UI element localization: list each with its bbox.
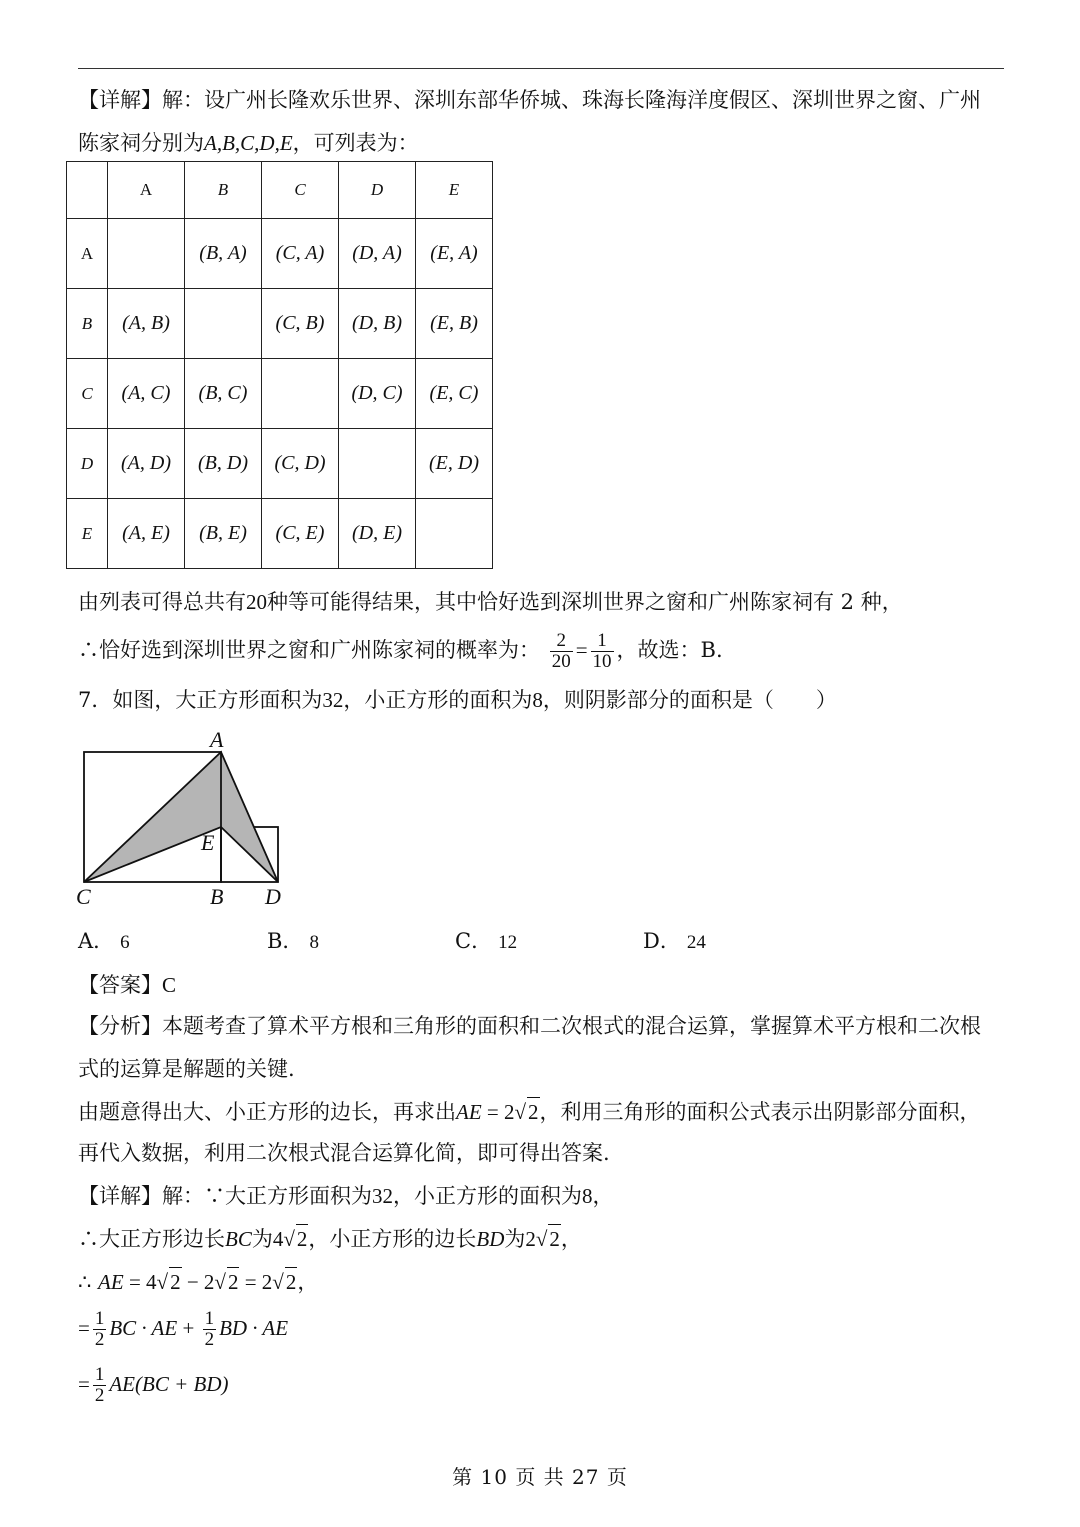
table-cell xyxy=(108,359,185,429)
fraction-numerator: 1 xyxy=(94,1364,105,1385)
shaded-region xyxy=(84,752,278,882)
intro-vars: A,B,C,D,E xyxy=(204,131,293,155)
table-cell-text: (E, A) xyxy=(430,242,478,264)
table-cell xyxy=(262,499,339,569)
question-text-c: ，则阴影部分的面积是（ ） xyxy=(542,688,837,712)
fraction-numerator: 1 xyxy=(204,1308,215,1329)
table-cell-text: (B, C) xyxy=(198,382,248,404)
table-cell xyxy=(262,289,339,359)
analysis-text-2: 式的运算是解题的关键. xyxy=(78,1057,295,1081)
fraction-half xyxy=(203,1309,217,1350)
table-row-header xyxy=(67,359,108,429)
fraction-denominator: 2 xyxy=(94,1329,105,1350)
table-cell xyxy=(416,359,493,429)
var-ae: AE xyxy=(98,1270,124,1294)
equals-sign: = xyxy=(78,1372,90,1396)
table-row xyxy=(67,499,493,569)
table-cell xyxy=(262,219,339,289)
table-cell-text: (D, E) xyxy=(352,522,402,544)
table-header-text: D xyxy=(370,180,384,199)
option-c xyxy=(455,928,517,956)
intro-line-2 xyxy=(78,129,419,157)
table-cell xyxy=(108,499,185,569)
fraction-numerator: 1 xyxy=(94,1308,105,1329)
table-header-cell xyxy=(339,162,416,219)
term-2: BD · AE xyxy=(219,1316,289,1340)
table-row-header-text: B xyxy=(81,313,93,333)
analysis-text-1: 【分析】本题考查了算术平方根和三角形的面积和二次根式的混合运算，掌握算术平方根和二次根 xyxy=(78,1014,981,1038)
intro-text-2: 陈家祠分别为 xyxy=(78,131,204,155)
table-cell xyxy=(416,429,493,499)
term-1: BC · AE xyxy=(109,1316,178,1340)
table-cell-text: (D, A) xyxy=(352,242,402,264)
option-label: D． xyxy=(643,929,681,953)
sqrt-sign: √ xyxy=(535,1227,548,1251)
analysis-line-1 xyxy=(78,1012,981,1040)
detail-value-8: 8 xyxy=(582,1184,593,1208)
table-header-row xyxy=(67,162,493,219)
option-label: A． xyxy=(78,929,115,953)
table-cell xyxy=(416,219,493,289)
detail-line-1 xyxy=(78,1182,614,1210)
sqrt-sign: √ xyxy=(283,1227,295,1251)
detail-text-2a: ∴大正方形边长 xyxy=(78,1227,225,1251)
detail-text-2d: 为 xyxy=(504,1227,526,1251)
table-header-cell xyxy=(67,162,108,219)
detail-text-1a: 【详解】解：∵大正方形面积为 xyxy=(78,1184,372,1208)
option-b xyxy=(267,928,319,956)
analysis-text-4: 再代入数据，利用二次根式混合运算化简，即可得出答案. xyxy=(78,1141,610,1165)
detail-text-2b: 为 xyxy=(251,1227,273,1251)
table-header-cell xyxy=(416,162,493,219)
table-cell-text: (C, D) xyxy=(274,452,326,474)
question-text-b: ，小正方形的面积为 xyxy=(343,688,533,712)
label-e: E xyxy=(201,830,215,855)
table-cell xyxy=(185,499,262,569)
detail-line-3 xyxy=(78,1267,318,1296)
question-text-a: 7．如图，大正方形面积为 xyxy=(78,688,323,712)
table-header-cell xyxy=(185,162,262,219)
analysis-line-4 xyxy=(78,1139,610,1167)
table-row-header xyxy=(67,289,108,359)
detail-text-2e: ， xyxy=(560,1227,582,1251)
fraction-denominator: 10 xyxy=(592,651,612,672)
radicand: 2 xyxy=(548,1224,561,1253)
radicand: 2 xyxy=(527,1097,540,1126)
expr: − 2 xyxy=(181,1270,215,1294)
summary-line-1 xyxy=(78,588,903,616)
option-d xyxy=(643,928,706,956)
analysis-line-3 xyxy=(78,1097,981,1126)
table-cell-text: (E, B) xyxy=(430,312,478,334)
small-area-value: 8 xyxy=(532,688,543,712)
expr-ae: AE xyxy=(456,1100,482,1124)
table-row-header xyxy=(67,499,108,569)
detail-text-1b: ，小正方形的面积为 xyxy=(393,1184,582,1208)
table-cell xyxy=(416,289,493,359)
option-label: C． xyxy=(455,929,493,953)
expr-eq: = 2 xyxy=(481,1100,515,1124)
expr: = 4 xyxy=(123,1270,157,1294)
table-cell xyxy=(108,289,185,359)
table-cell-text: (D, C) xyxy=(351,382,403,404)
fraction-denominator: 2 xyxy=(204,1329,215,1350)
table-header-cell: A xyxy=(108,162,185,219)
summary-line-2 xyxy=(78,628,723,672)
question-7 xyxy=(78,686,837,714)
fraction-half xyxy=(93,1365,107,1406)
table-cell xyxy=(262,359,339,429)
table-header-text: B xyxy=(217,180,229,199)
table-cell xyxy=(416,499,493,569)
table-cell-text: (B, A) xyxy=(199,242,247,264)
therefore: ∴ xyxy=(78,1270,99,1294)
sqrt-sign: √ xyxy=(514,1100,527,1124)
table-cell-text: (C, E) xyxy=(275,522,325,544)
fraction-2-20 xyxy=(550,631,573,672)
term-sum: (BC + BD) xyxy=(135,1372,229,1396)
table-cell-text: (E, D) xyxy=(429,452,479,474)
var-bd: BD xyxy=(476,1227,505,1251)
option-value: 24 xyxy=(686,932,706,953)
table-row xyxy=(67,429,493,499)
table-cell xyxy=(262,429,339,499)
table-cell xyxy=(339,429,416,499)
probability-text: ∴恰好选到深圳世界之窗和广州陈家祠的概率为： xyxy=(78,638,540,662)
table-row xyxy=(67,359,493,429)
analysis-text-3b: ，利用三角形的面积公式表示出阴影部分面积， xyxy=(539,1100,981,1124)
option-value: 6 xyxy=(120,932,130,953)
answer-value: C xyxy=(162,973,177,997)
sqrt-sign: √ xyxy=(272,1270,284,1294)
summary-text-a: 由列表可得总共有 xyxy=(78,590,246,614)
fraction-1-10 xyxy=(591,631,614,672)
radicand: 2 xyxy=(296,1224,309,1253)
radicand: 2 xyxy=(169,1267,182,1296)
summary-text-b: 种等可能得结果，其中恰好选到深圳世界之窗和广州陈家祠有 2 种， xyxy=(267,590,903,614)
outcome-table xyxy=(66,161,493,569)
coef: 2 xyxy=(525,1227,536,1251)
detail-line-4 xyxy=(78,1306,288,1350)
table-row-header xyxy=(67,429,108,499)
expr: = 2 xyxy=(239,1270,273,1294)
fraction-numerator: 2 xyxy=(550,631,573,652)
table-header-cell xyxy=(262,162,339,219)
large-area-value: 32 xyxy=(322,688,344,712)
option-value: 12 xyxy=(498,932,518,953)
equals-sign: = xyxy=(78,1316,90,1340)
top-rule xyxy=(78,68,1004,69)
squares-figure xyxy=(70,728,290,913)
table-cell-text: (B, D) xyxy=(198,452,248,474)
table-cell xyxy=(185,359,262,429)
table-cell-text: (A, B) xyxy=(122,312,170,334)
answer-label: 【答案】 xyxy=(78,973,162,997)
label-d: D xyxy=(265,884,281,909)
table-row-header-text: C xyxy=(81,383,93,403)
comma: ， xyxy=(297,1270,319,1294)
detail-text-1c: ， xyxy=(592,1184,614,1208)
intro-text-1: 【详解】解：设广州长隆欢乐世界、深圳东部华侨城、珠海长隆海洋度假区、深圳世界之窗、广州 xyxy=(78,88,981,112)
intro-line-1 xyxy=(78,86,981,114)
table-cell xyxy=(339,219,416,289)
choose-b-text: ，故选：B. xyxy=(616,638,723,662)
table-cell xyxy=(108,429,185,499)
answer-line xyxy=(78,971,176,999)
table-cell-text: (D, B) xyxy=(352,312,402,334)
table-row xyxy=(67,289,493,359)
plus: + xyxy=(177,1316,200,1340)
fraction-half xyxy=(93,1309,107,1350)
var-bc: BC xyxy=(225,1227,252,1251)
detail-value-32: 32 xyxy=(372,1184,393,1208)
option-label: B． xyxy=(267,929,304,953)
term-ae: AE xyxy=(109,1372,135,1396)
table-row-header-text: D xyxy=(80,453,94,473)
radicand: 2 xyxy=(285,1267,298,1296)
table-header-text: E xyxy=(448,180,460,199)
summary-total: 20 xyxy=(246,590,267,614)
detail-line-2 xyxy=(78,1224,582,1253)
table-cell xyxy=(339,359,416,429)
label-c: C xyxy=(76,884,91,909)
table-cell-text: (A, C) xyxy=(121,382,171,404)
option-value: 8 xyxy=(309,932,319,953)
fraction-denominator: 2 xyxy=(94,1385,105,1406)
table-cell-text: (A, E) xyxy=(122,522,170,544)
table-cell xyxy=(339,499,416,569)
detail-text-2c: ，小正方形的边长 xyxy=(308,1227,477,1251)
table-cell-text: (C, A) xyxy=(275,242,325,264)
fraction-denominator: 20 xyxy=(551,651,571,672)
intro-text-2-suffix: ，可列表为： xyxy=(292,131,419,155)
table-cell-text: (A, D) xyxy=(121,452,171,474)
sqrt-sign: √ xyxy=(156,1270,169,1294)
analysis-line-2 xyxy=(78,1055,295,1083)
table-row xyxy=(67,219,493,289)
table-cell xyxy=(185,289,262,359)
table-row-header: A xyxy=(67,219,108,289)
table-cell xyxy=(185,219,262,289)
label-a: A xyxy=(210,728,224,752)
table-cell xyxy=(185,429,262,499)
table-cell-text: (E, C) xyxy=(429,382,479,404)
equals-sign: = xyxy=(575,638,588,662)
table-cell-text: (B, E) xyxy=(199,522,247,544)
radicand: 2 xyxy=(227,1267,240,1296)
table-cell xyxy=(339,289,416,359)
analysis-text-3a: 由题意得出大、小正方形的边长，再求出 xyxy=(78,1100,456,1124)
sqrt-sign: √ xyxy=(214,1270,226,1294)
table-row-header-text: E xyxy=(81,523,93,543)
table-header-text: C xyxy=(294,180,306,199)
detail-line-5 xyxy=(78,1362,229,1406)
table-cell xyxy=(108,219,185,289)
table-cell-text: (C, B) xyxy=(275,312,325,334)
label-b: B xyxy=(210,884,224,909)
fraction-numerator: 1 xyxy=(591,631,614,652)
option-a xyxy=(78,928,130,956)
page-footer: 第 10 页 共 27 页 xyxy=(452,1465,628,1489)
coef: 4 xyxy=(272,1227,284,1251)
